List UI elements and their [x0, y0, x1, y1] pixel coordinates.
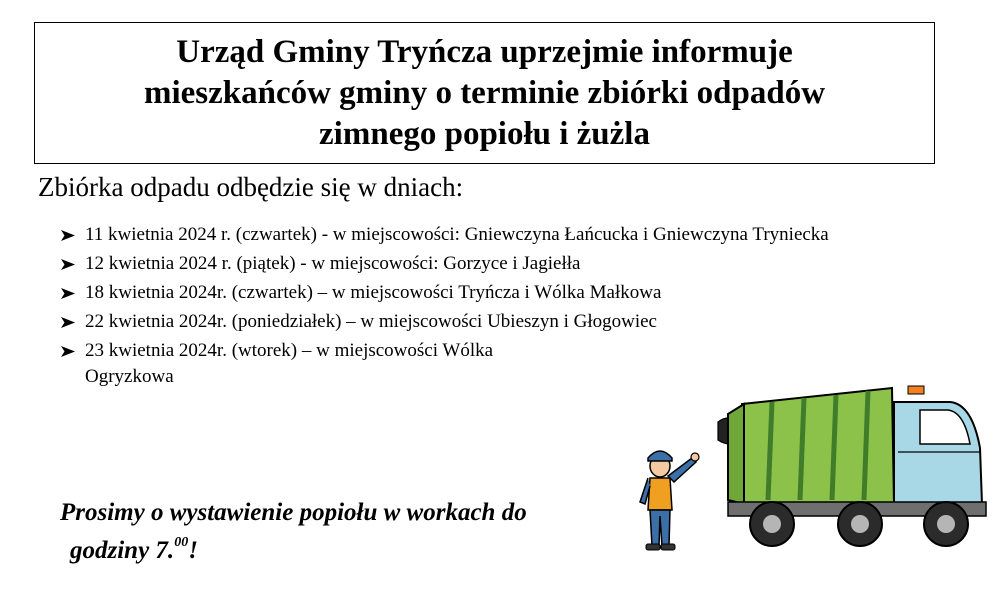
arrow-bullet-icon [60, 229, 76, 242]
notice-time-superscript: 00 [174, 535, 189, 550]
notice-text [60, 494, 660, 570]
date-text: 18 kwietnia 2024r. (czwartek) – w miejscowości Tryńcza i Wólka Małkowa [85, 282, 662, 303]
date-text: 11 kwietnia 2024 r. (czwartek) - w miejscowości: Gniewczyna Łańcucka i Gniewczyna Tryniecka [85, 224, 829, 245]
list-item [60, 309, 900, 335]
notice-suffix: ! [188, 537, 198, 564]
header-box [34, 22, 935, 164]
header-line-2: mieszkańców gminy o terminie zbiórki odpadów [143, 74, 826, 111]
list-item [60, 280, 900, 306]
arrow-bullet-icon [60, 287, 76, 300]
collection-dates-list [60, 222, 900, 393]
header-line-3: zimnego popiołu i żużla [319, 115, 650, 152]
list-item [60, 222, 900, 248]
arrow-bullet-icon [60, 316, 76, 329]
arrow-bullet-icon [60, 258, 76, 271]
date-text: 23 kwietnia 2024r. (wtorek) – w miejscowości Wólka Ogryzkowa [85, 340, 494, 387]
notice-time: godziny 7. [70, 537, 175, 564]
header-line-1: Urząd Gminy Tryńcza uprzejmie informuje [176, 33, 793, 70]
list-item [60, 338, 565, 390]
date-text: 12 kwietnia 2024 r. (piątek) - w miejscowości: Gorzyce i Jagiełła [85, 253, 581, 274]
list-item [60, 251, 900, 277]
arrow-bullet-icon [60, 345, 76, 358]
intro-text: Zbiórka odpadu odbędzie się w dniach: [38, 172, 464, 202]
worker-icon [640, 451, 699, 550]
garbage-truck-icon [632, 378, 994, 556]
date-text: 22 kwietnia 2024r. (poniedziałek) – w miejscowości Ubieszyn i Głogowiec [85, 311, 657, 332]
notice-line-1: Prosimy o wystawienie popiołu w workach do [60, 499, 527, 526]
notice-line-2 [60, 532, 660, 570]
